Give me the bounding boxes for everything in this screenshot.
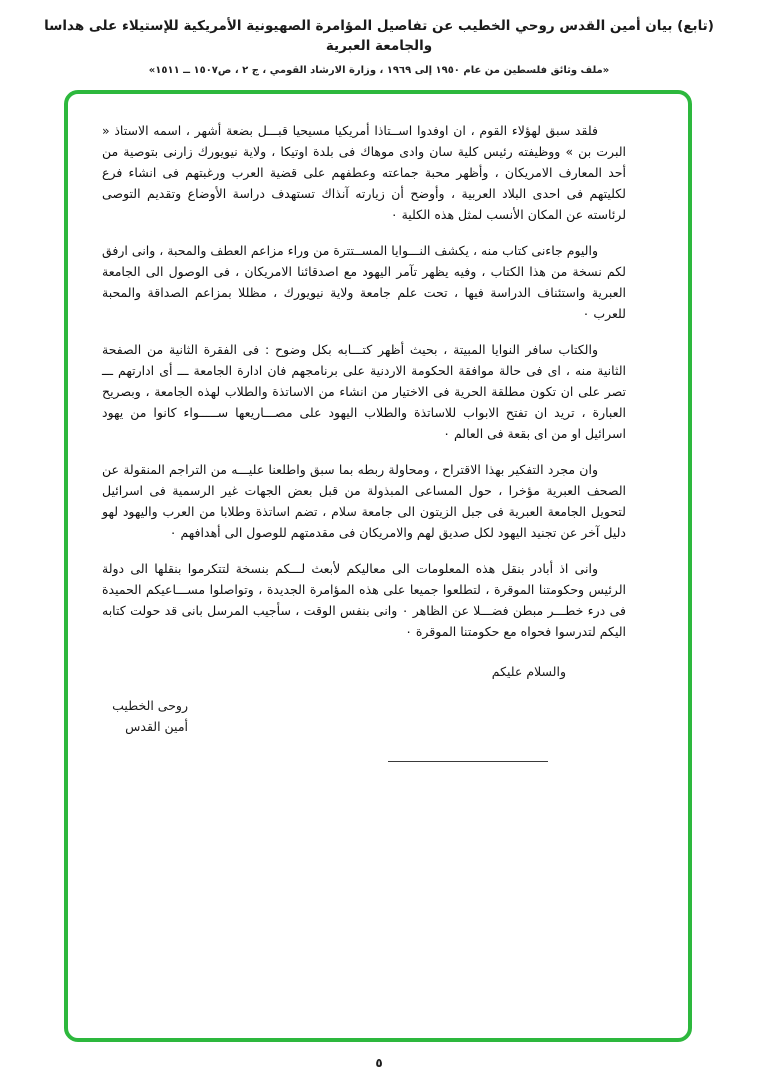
- paragraph: فلقد سبق لهؤلاء القوم ، ان اوفدوا اســتاذا أمريكيا مسيحيا قبـــل بضعة أشهر ، اسمه الاستاذ « البرت بن » ووظيفته رئيس كلية سان وادى موهاك فى بلدة اوتيكا ، ولاية نيويورك زارنى بتوصية من أحد المعارف الامريكان ، وأظهر محبة جماعته وعطفهم على قضية العرب ورغبتهم فى انشاء فرع لكليتهم فى احدى البلاد العربية ، وأوضح أن زيارته آنذاك تستهدف دراسة الأوضاع وتقديم التوصى لرئاسته عن المكان الأنسب لمثل هذه الكلية ٠: [102, 123, 626, 222]
- signature-block: [68, 695, 188, 737]
- page-number: ٥: [375, 1056, 383, 1070]
- paragraph: وانى اذ أبادر بنقل هذه المعلومات الى معاليكم لأبعث لـــكم بنسخة لتتكرموا بنقلها الى دولة الرئيس وحكومتنا الموقرة ، لتطلعوا جميعا على هذه المؤامرة الجديدة ، وتواصلوا مســـاعيكم الحميدة فى درء خطـــر مبطن فضـــلا عن الظاهر ٠ وانى بنفس الوقت ، سأجيب المرسل بانى قد حولت كتابه اليكم لتدرسوا فحواه مع حكومتنا الموقرة ٠: [102, 561, 626, 639]
- paragraph: وان مجرد التفكير بهذا الاقتراح ، ومحاولة ربطه بما سبق واطلعنا عليـــه من التراجم المنقولة عن الصحف العبرية مؤخرا ، حول المساعى المبذولة من قبل بعض الجهات غير الرسمية فى اسرائيل لتحويل الجامعة العبرية فى جبل الزيتون الى جامعة سلام ، تضم اساتذة وطلابا من العرب واليهود لهو دليل آخر عن تجنيد اليهود لكل صديق لهم والامريكان فى مقدمتهم للوصول الى أهدافهم ٠: [102, 462, 626, 540]
- signature-divider: [388, 761, 548, 762]
- signature-title: أمين القدس: [125, 719, 188, 734]
- closing-salutation: والسلام عليكم: [491, 664, 566, 679]
- signature-name: روحى الخطيب: [112, 698, 188, 713]
- document-body: [68, 94, 688, 642]
- paragraph: والكتاب سافر النوايا المبيتة ، بحيث أظهر كتـــابه بكل وضوح : فى الفقرة الثانية من الصفحة الثانية منه ، اى فى حالة موافقة الحكومة الاردنية على برنامجهم فان ادارة الجامعة ـــ أى ادارتهم ـــ تصر على ان تكون مطلقة الحرية فى الاختيار من انشاء من الاساتذة والطلاب لهذه الجامعة ، وبصريح العبارة ، تريد ان تفتح الابواب للاساتذة والطلاب اليهود على مصـــاريعها ســـــواء كانوا من يهود اسرائيل او من اى بقعة فى العالم ٠: [102, 342, 626, 441]
- paragraph: واليوم جاءنى كتاب منه ، يكشف النـــوايا المســتترة من وراء مزاعم العطف والمحبة ، وانى ارفق لكم نسخة من هذا الكتاب ، وفيه يظهر تآمر اليهود مع اصدقائنا الامريكان ، فى الوصول الى الجامعة العبرية واستئناف الدراسة فيها ، تحت علم جامعة ولاية نيويورك ، مظللا بمزاعم الصداقة والمحبة للعرب ٠: [102, 243, 626, 321]
- document-header: [0, 0, 758, 76]
- document-frame: [64, 90, 692, 1042]
- document-source-citation: «ملف وثائق فلسطين من عام ١٩٥٠ إلى ١٩٦٩ ، وزارة الارشاد القومي ، ج ٢ ، ص١٥٠٧ ــ ١٥١١»: [148, 64, 610, 76]
- document-title: (تابع) بيان أمين القدس روحي الخطيب عن تفاصيل المؤامرة الصهيونية الأمريكية للإستيلاء على هداسا والجامعة العبرية: [44, 18, 714, 55]
